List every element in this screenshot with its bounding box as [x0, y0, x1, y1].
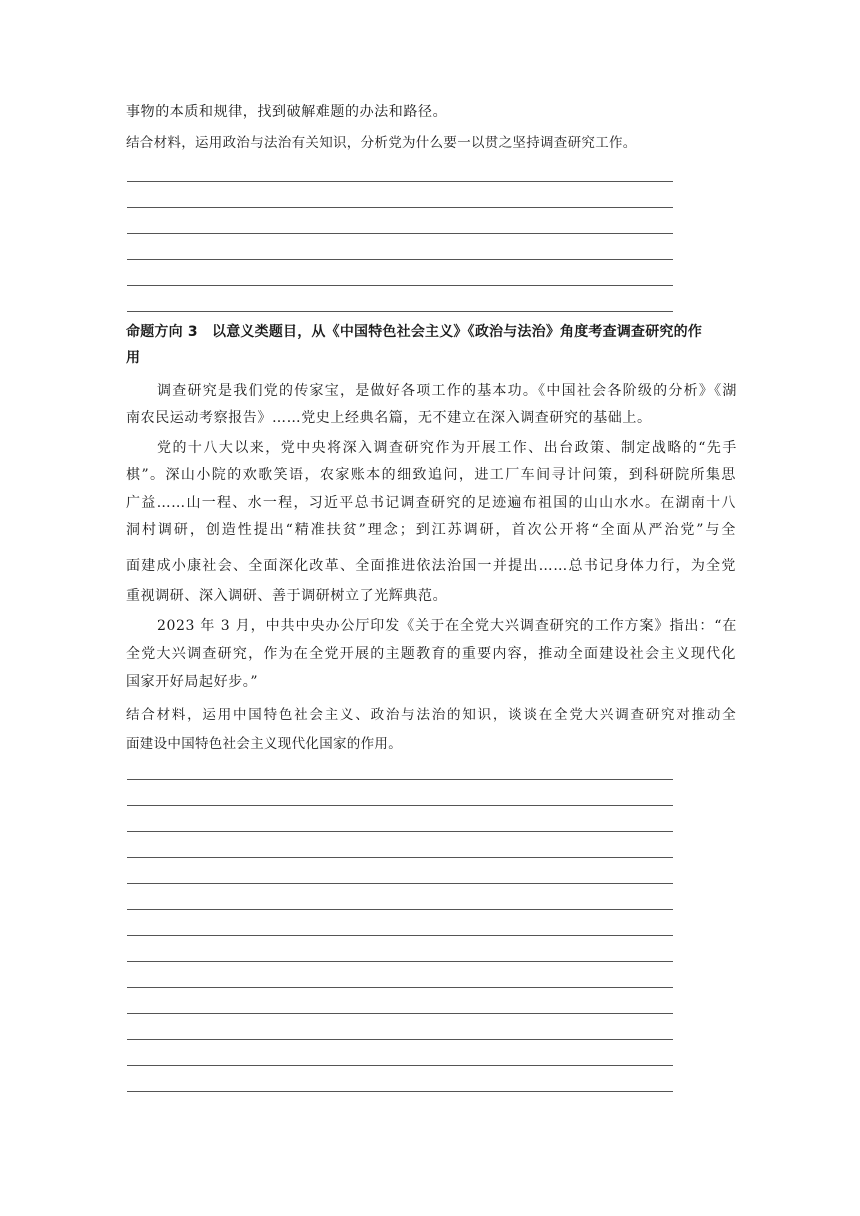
answer-line [127, 883, 673, 884]
material-paragraph-3: 2023 年 3 月，中共中央办公厅印发《关于在全党大兴调查研究的工作方案》指出：“在 [157, 618, 737, 634]
answer-line [127, 909, 673, 910]
answer-line [127, 259, 673, 260]
material-paragraph-2: 重视调研、深入调研、善于调研树立了光辉典范。 [126, 588, 448, 604]
material-paragraph-3: 国家开好局起好步。” [126, 674, 259, 690]
material-paragraph-2: 广益……山一程、水一程，习近平总书记调查研究的足迹遍布祖国的山山水水。在湖南十八 [126, 495, 736, 511]
question-2: 面建设中国特色社会主义现代化国家的作用。 [126, 736, 402, 752]
question-1: 结合材料，运用政治与法治有关知识，分析党为什么要一以贯之坚持调查研究工作。 [126, 135, 637, 151]
answer-line [127, 1013, 673, 1014]
section-title: 命题方向 3 以意义类题目，从《中国特色社会主义》《政治与法治》角度考查调查研究的作 [126, 324, 703, 340]
material-paragraph-2: 面建成小康社会、全面深化改革、全面推进依法治国一并提出……总书记身体力行，为全党 [126, 558, 736, 574]
answer-line [127, 1065, 673, 1066]
answer-line [127, 207, 673, 208]
answer-line [127, 987, 673, 988]
material-paragraph-1: 调查研究是我们党的传家宝，是做好各项工作的基本功。《中国社会各阶级的分析》《湖 [157, 383, 737, 399]
answer-line [127, 181, 673, 182]
answer-line [127, 233, 673, 234]
material-paragraph-2: 党的十八大以来，党中央将深入调查研究作为开展工作、出台政策、制定战略的“先手 [157, 440, 737, 456]
answer-line [127, 779, 673, 780]
answer-line [127, 311, 673, 312]
answer-line [127, 1091, 673, 1092]
answer-line [127, 831, 673, 832]
material-paragraph-1: 南农民运动考察报告》……党史上经典名篇，无不建立在深入调查研究的基础上。 [126, 410, 652, 426]
answer-line [127, 935, 673, 936]
material-paragraph-3: 全党大兴调查研究，作为在全党开展的主题教育的重要内容，推动全面建设社会主义现代化 [126, 646, 736, 662]
material-paragraph-2: 棋”。深山小院的欢歌笑语，农家账本的细致追问，进工厂车间寻计问策，到科研院所集思 [126, 467, 736, 483]
question-2: 结合材料，运用中国特色社会主义、政治与法治的知识，谈谈在全党大兴调查研究对推动全 [126, 707, 736, 723]
answer-line [127, 285, 673, 286]
answer-line [127, 1039, 673, 1040]
answer-line [127, 805, 673, 806]
section-title-continued: 用 [126, 350, 141, 366]
answer-line [127, 961, 673, 962]
material-paragraph-2: 洞村调研，创造性提出“精准扶贫”理念；到江苏调研，首次公开将“全面从严治党”与全 [126, 522, 736, 538]
answer-line [127, 857, 673, 858]
intro-text-line: 事物的本质和规律，找到破解难题的办法和路径。 [126, 104, 448, 120]
